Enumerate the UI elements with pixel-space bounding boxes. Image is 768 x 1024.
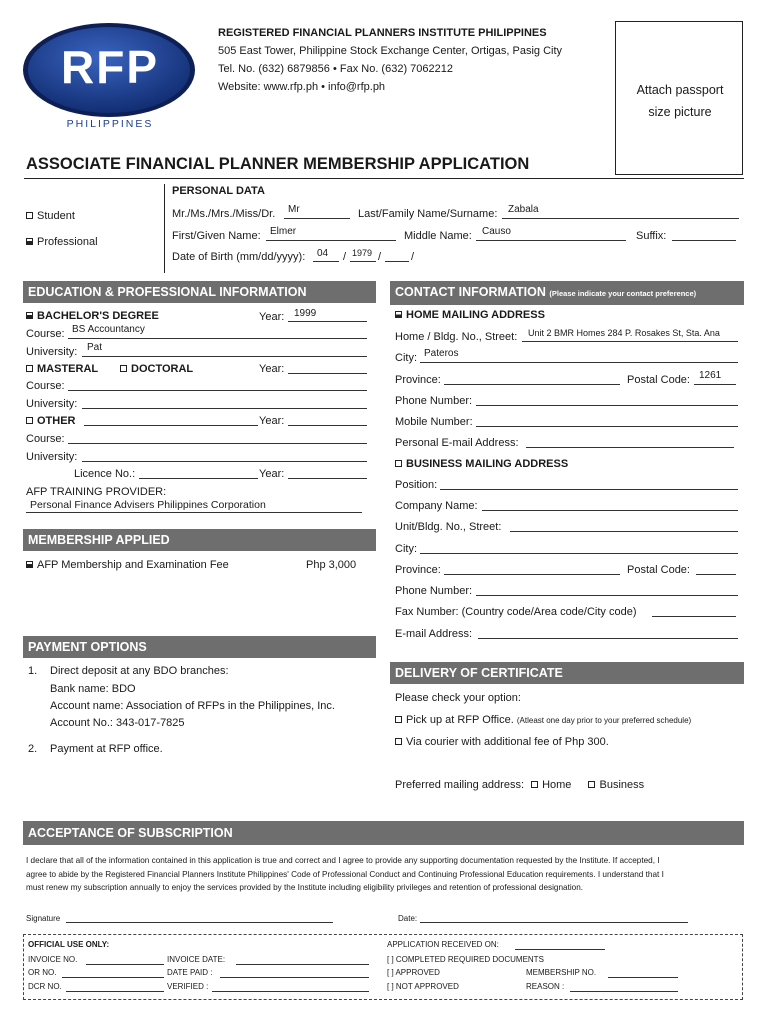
invoice-no-label: INVOICE NO. (28, 955, 78, 964)
verified-label: VERIFIED : (167, 982, 209, 991)
doctoral-option[interactable] (120, 363, 193, 376)
org-name: REGISTERED FINANCIAL PLANNERS INSTITUTE PHILIPPINES (218, 27, 547, 39)
personal-email-label: Personal E-mail Address: (395, 437, 519, 449)
doctoral-label: DOCTORAL (131, 363, 194, 375)
membership-no-field[interactable] (608, 977, 678, 978)
acceptance-line-3: must renew my subscription annually to enjoy the services provided by the Institute including eligibility privileges and retention of professional designation. (26, 883, 584, 892)
first-name-value: Elmer (270, 226, 297, 237)
course-label-3: Course: (26, 433, 65, 445)
membership-option[interactable] (26, 559, 229, 572)
invoice-no-field[interactable] (86, 964, 164, 965)
preferred-business-label: Business (599, 779, 645, 791)
salutation-value: Mr (288, 204, 300, 215)
bachelor-option[interactable] (26, 310, 159, 323)
masteral-year-field[interactable] (288, 373, 367, 374)
pickup-option[interactable] (395, 714, 691, 727)
date-label: Date: (398, 914, 418, 923)
other-label: OTHER (37, 415, 76, 427)
date-field[interactable] (420, 922, 688, 923)
personal-heading: PERSONAL DATA (172, 185, 265, 197)
payment-heading: PAYMENT OPTIONS (23, 636, 376, 658)
provider-value: Personal Finance Advisers Philippines Corporation (30, 499, 266, 511)
date-paid-label: DATE PAID : (167, 968, 213, 977)
middle-name-label: Middle Name: (404, 230, 472, 242)
licence-year-label: Year: (259, 468, 285, 480)
membership-item: AFP Membership and Examination Fee (37, 559, 229, 571)
other-option[interactable] (26, 415, 76, 428)
masteral-option[interactable] (26, 363, 98, 376)
phone-field-home[interactable] (476, 405, 738, 406)
student-label: Student (37, 210, 75, 222)
pickup-label: Pick up at RFP Office. (406, 714, 514, 726)
province-field-business[interactable] (444, 574, 620, 575)
preferred-business-checkbox[interactable] (588, 781, 595, 788)
other-checkbox[interactable] (26, 417, 33, 424)
pickup-checkbox[interactable] (395, 716, 402, 723)
acceptance-text (26, 854, 742, 895)
university-label-2: University: (26, 398, 78, 410)
course-field-1[interactable] (68, 338, 367, 339)
page-title: ASSOCIATE FINANCIAL PLANNER MEMBERSHIP APPLICATION (26, 155, 530, 173)
postal-label-home: Postal Code: (627, 374, 690, 386)
postal-value-home: 1261 (699, 370, 722, 381)
province-field-home[interactable] (444, 384, 620, 385)
university-field-3[interactable] (82, 461, 367, 462)
masteral-label: MASTERAL (37, 363, 99, 375)
org-address: 505 East Tower, Philippine Stock Exchange Center, Ortigas, Pasig City (218, 45, 563, 57)
acceptance-heading: ACCEPTANCE OF SUBSCRIPTION (23, 821, 744, 845)
company-field[interactable] (482, 510, 738, 511)
dob-day-field[interactable] (350, 261, 376, 262)
salutation-label: Mr./Ms./Mrs./Miss/Dr. (172, 208, 276, 220)
courier-checkbox[interactable] (395, 738, 402, 745)
dob-slash-1: / (343, 251, 347, 263)
dob-month-field[interactable] (313, 261, 339, 262)
business-street-label: Unit/Bldg. No., Street: (395, 521, 502, 533)
home-address-option[interactable] (395, 309, 545, 322)
course-value-1: BS Accountancy (72, 324, 145, 335)
delivery-prompt: Please check your option: (395, 692, 521, 704)
last-name-field[interactable] (502, 218, 739, 219)
home-address-checkbox[interactable] (395, 311, 402, 318)
or-no-field[interactable] (62, 977, 164, 978)
city-field-home[interactable] (420, 362, 738, 363)
suffix-field[interactable] (672, 240, 736, 241)
postal-label-business: Postal Code: (627, 564, 690, 576)
last-name-label: Last/Family Name/Surname: (358, 208, 498, 220)
business-email-label: E-mail Address: (395, 628, 473, 640)
contact-heading-text: CONTACT INFORMATION (395, 285, 546, 299)
invoice-date-field[interactable] (236, 964, 369, 965)
licence-label: Licence No.: (74, 468, 136, 480)
other-field[interactable] (84, 425, 258, 426)
courier-label: Via courier with additional fee of Php 300. (406, 736, 609, 748)
dob-year-field[interactable] (385, 261, 409, 262)
official-heading: OFFICIAL USE ONLY: (28, 940, 110, 949)
university-field-2[interactable] (82, 408, 367, 409)
dob-year-value: 1979 (352, 248, 373, 258)
middle-name-value: Causo (482, 226, 511, 237)
other-year-label: Year: (259, 415, 285, 427)
student-checkbox[interactable] (26, 212, 33, 219)
dob-label: Date of Birth (mm/dd/yyyy): (172, 251, 306, 263)
position-label: Position: (395, 479, 438, 491)
membership-no-label: MEMBERSHIP NO. (526, 968, 597, 977)
licence-year-field[interactable] (288, 478, 367, 479)
reason-label: REASON : (526, 982, 565, 991)
business-address-checkbox[interactable] (395, 460, 402, 467)
preferred-business-option[interactable] (588, 779, 644, 791)
masteral-checkbox[interactable] (26, 365, 33, 372)
dob-slash-2: / (378, 251, 382, 263)
city-field-business[interactable] (420, 553, 738, 554)
position-field[interactable] (440, 489, 738, 490)
doctoral-checkbox[interactable] (120, 365, 127, 372)
mobile-field[interactable] (476, 426, 738, 427)
org-phone: Tel. No. (632) 6879856 • Fax No. (632) 7062212 (218, 63, 453, 75)
education-heading: EDUCATION & PROFESSIONAL INFORMATION (23, 281, 376, 303)
postal-field-home[interactable] (694, 384, 736, 385)
payment-number-2: 2. (28, 743, 38, 755)
province-label-business: Province: (395, 564, 441, 576)
home-street-value: Unit 2 BMR Homes 284 P. Rosakes St, Sta. Ana (528, 328, 720, 338)
signature-label: Signature (26, 914, 61, 923)
first-name-label: First/Given Name: (172, 230, 261, 242)
dcr-no-field[interactable] (66, 991, 164, 992)
photo-box (615, 21, 743, 175)
last-name-value: Zabala (508, 204, 539, 215)
student-option[interactable] (26, 210, 75, 223)
membership-heading: MEMBERSHIP APPLIED (23, 529, 376, 551)
title-rule (24, 178, 744, 179)
business-street-field[interactable] (510, 531, 738, 532)
contact-heading-note: (Please indicate your contact preference) (549, 289, 697, 298)
acceptance-line-2: agree to abide by the Registered Financial Planners Institute Philippines' Code of Professional Conduct and Continuing Professional Education requirements. I understand that I (26, 869, 664, 879)
licence-field[interactable] (139, 478, 258, 479)
courier-option[interactable] (395, 736, 609, 749)
fax-field[interactable] (652, 616, 736, 617)
provider-label: AFP TRAINING PROVIDER: (26, 486, 167, 498)
professional-label: Professional (37, 236, 98, 248)
rfp-logo (22, 22, 198, 132)
university-label-1: University: (26, 346, 78, 358)
dob-slash-3: / (411, 251, 415, 263)
mobile-label: Mobile Number: (395, 416, 473, 428)
professional-checkbox[interactable] (26, 238, 33, 245)
suffix-label: Suffix: (636, 230, 667, 242)
course-field-3[interactable] (68, 443, 367, 444)
first-name-field[interactable] (266, 240, 396, 241)
bachelor-year-label: Year: (259, 311, 285, 323)
home-street-label: Home / Bldg. No., Street: (395, 331, 518, 343)
logo-text: RFP (61, 41, 159, 93)
verified-field[interactable] (212, 991, 369, 992)
membership-checkbox[interactable] (26, 561, 33, 568)
payment-line-4: Account No.: 343-017-7825 (50, 717, 185, 729)
masteral-year-label: Year: (259, 363, 285, 375)
acceptance-line-1: I declare that all of the information contained in this application is true and correct and I agree to provide any supporting documentation requested by the Institute. If accepted, I (26, 856, 660, 865)
university-label-3: University: (26, 451, 78, 463)
not-approved-option[interactable]: [ ] NOT APPROVED (387, 982, 459, 991)
home-address-heading: HOME MAILING ADDRESS (406, 309, 545, 321)
org-website: Website: www.rfp.ph • info@rfp.ph (218, 81, 386, 93)
preferred-label: Preferred mailing address: (395, 779, 525, 791)
payment-line-5: Payment at RFP office. (50, 743, 163, 755)
course-label-2: Course: (26, 380, 65, 392)
bachelor-year-value: 1999 (294, 308, 317, 319)
dob-month-value: 04 (317, 248, 329, 259)
payment-line-2: Bank name: BDO (50, 683, 136, 695)
fax-label: Fax Number: (Country code/Area code/City code) (395, 606, 637, 618)
invoice-date-label: INVOICE DATE: (167, 955, 226, 964)
company-label: Company Name: (395, 500, 478, 512)
university-field-1[interactable] (82, 356, 367, 357)
city-value-home: Pateros (424, 348, 459, 359)
business-email-field[interactable] (478, 638, 738, 639)
business-address-option[interactable] (395, 458, 568, 471)
date-paid-field[interactable] (220, 977, 369, 978)
dcr-no-label: DCR NO. (28, 982, 62, 991)
preferred-home-label: Home (542, 779, 572, 791)
personal-divider (164, 184, 165, 273)
contact-heading (390, 281, 744, 305)
membership-fee: Php 3,000 (306, 559, 357, 571)
business-address-heading: BUSINESS MAILING ADDRESS (406, 458, 569, 470)
home-street-field[interactable] (522, 341, 738, 342)
signature-field[interactable] (66, 922, 333, 923)
city-label-business: City: (395, 543, 417, 555)
received-field[interactable] (515, 949, 605, 950)
personal-email-field[interactable] (526, 447, 734, 448)
logo-subtext: PHILIPPINES (66, 118, 154, 130)
preferred-mailing (395, 779, 644, 792)
payment-number-1: 1. (28, 665, 38, 677)
salutation-field[interactable] (284, 218, 350, 219)
payment-line-1: Direct deposit at any BDO branches: (50, 665, 229, 677)
province-label-home: Province: (395, 374, 441, 386)
professional-option[interactable] (26, 236, 98, 249)
payment-line-3: Account name: Association of RFPs in the Philippines, Inc. (50, 700, 335, 712)
bachelor-year-field[interactable] (288, 321, 367, 322)
provider-field[interactable] (26, 512, 362, 513)
photo-label-1: Attach passport (636, 83, 724, 97)
phone-label-business: Phone Number: (395, 585, 473, 597)
reason-field[interactable] (570, 991, 678, 992)
other-year-field[interactable] (288, 425, 367, 426)
course-field-2[interactable] (68, 390, 367, 391)
phone-label-home: Phone Number: (395, 395, 473, 407)
bachelor-checkbox[interactable] (26, 312, 33, 319)
course-label-1: Course: (26, 328, 65, 340)
preferred-home-option[interactable] (531, 779, 571, 791)
postal-field-business[interactable] (696, 574, 736, 575)
preferred-home-checkbox[interactable] (531, 781, 538, 788)
bachelor-label: BACHELOR'S DEGREE (37, 310, 159, 322)
photo-label-2: size picture (648, 105, 712, 119)
university-value-1: Pat (87, 342, 103, 353)
middle-name-field[interactable] (476, 240, 626, 241)
pickup-note: (Atleast one day prior to your preferred schedule) (516, 716, 692, 725)
completed-docs[interactable]: [ ] COMPLETED REQUIRED DOCUMENTS (387, 955, 544, 964)
delivery-heading: DELIVERY OF CERTIFICATE (390, 662, 744, 684)
or-no-label: OR NO. (28, 968, 57, 977)
received-label: APPLICATION RECEIVED ON: (387, 940, 499, 949)
city-label-home: City: (395, 352, 417, 364)
phone-field-business[interactable] (476, 595, 738, 596)
approved-option[interactable]: [ ] APPROVED (387, 968, 440, 977)
